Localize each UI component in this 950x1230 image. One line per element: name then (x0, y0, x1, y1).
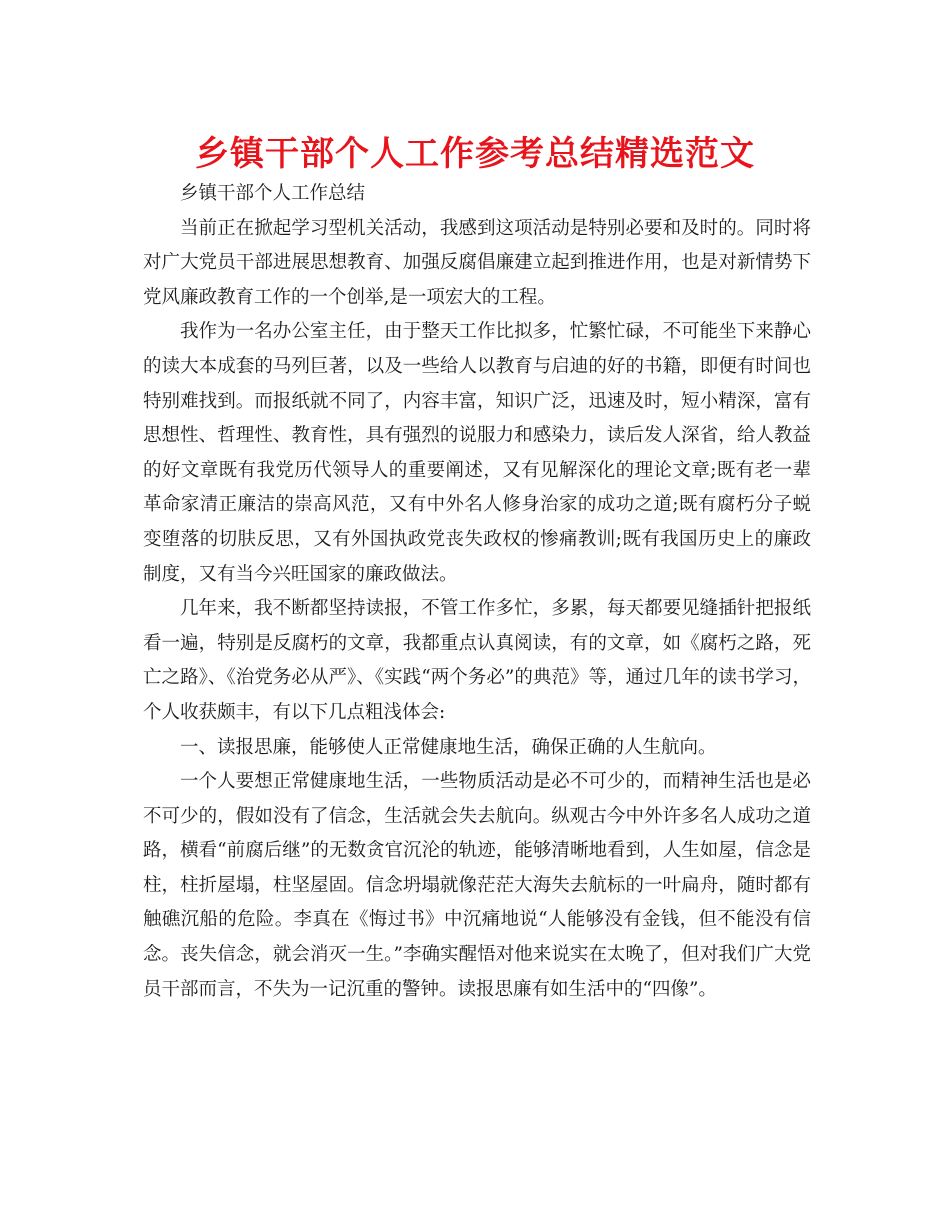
document-title: 乡镇干部个人工作参考总结精选范文 (195, 134, 755, 174)
paragraph-5: 一个人要想正常健康地生活，一些物质活动是必不可少的，而精神生活也是必不可少的，假如没有了信念，生活就会失去航向。纵观古今中外许多名人成功之道路，横看“前腐后继”的无数贪官沉沦的轨迹，能够清晰地看到，人生如屋，信念是柱，柱折屋塌，柱坚屋固。信念坍塌就像茫茫大海失去航标的一叶扁舟，随时都有触礁沉船的危险。李真在《悔过书》中沉痛地说“人能够没有金钱，但不能没有信念。丧失信念，就会消灭一生。”李确实醒悟对他来说实在太晚了，但对我们广大党员干部而言，不失为一记沉重的警钟。读报思廉有如生活中的“四像”。 (143, 771, 811, 1000)
document-body (143, 177, 811, 1007)
document-subtitle: 乡镇干部个人工作总结 (180, 183, 366, 204)
paragraph-2: 我作为一名办公室主任，由于整天工作比拟多，忙繁忙碌，不可能坐下来静心的读大本成套的马列巨著，以及一些给人以教育与启迪的好的书籍，即便有时间也特别难找到。而报纸就不同了，内容丰富，知识广泛，迅速及时，短小精深，富有思想性、哲理性、教育性，具有强烈的说服力和感染力，读后发人深省，给人教益的好文章既有我党历代领导人的重要阐述，又有见解深化的理论文章;既有老一辈革命家清正廉洁的崇高风范，又有中外名人修身治家的成功之道;既有腐朽分子蜕变堕落的切肤反思，又有外国执政党丧失政权的惨痛教训;既有我国历史上的廉政制度，又有当今兴旺国家的廉政做法。 (143, 321, 811, 585)
paragraph-1: 当前正在掀起学习型机关活动，我感到这项活动是特别必要和及时的。同时将对广大党员干部进展思想教育、加强反腐倡廉建立起到推进作用，也是对新情势下党风廉政教育工作的一个创举,是一项宏大的工程。 (143, 217, 811, 308)
paragraph-4-heading: 一、读报思廉，能够使人正常健康地生活，确保正确的人生航向。 (180, 736, 717, 758)
paragraph-3: 几年来，我不断都坚持读报，不管工作多忙，多累，每天都要见缝插针把报纸看一遍，特别是反腐朽的文章，我都重点认真阅读，有的文章，如《腐朽之路，死亡之路》、《治党务必从严》、《实践“两个务必”的典范》等，通过几年的读书学习，个人收获颇丰，有以下几点粗浅体会: (143, 598, 811, 723)
